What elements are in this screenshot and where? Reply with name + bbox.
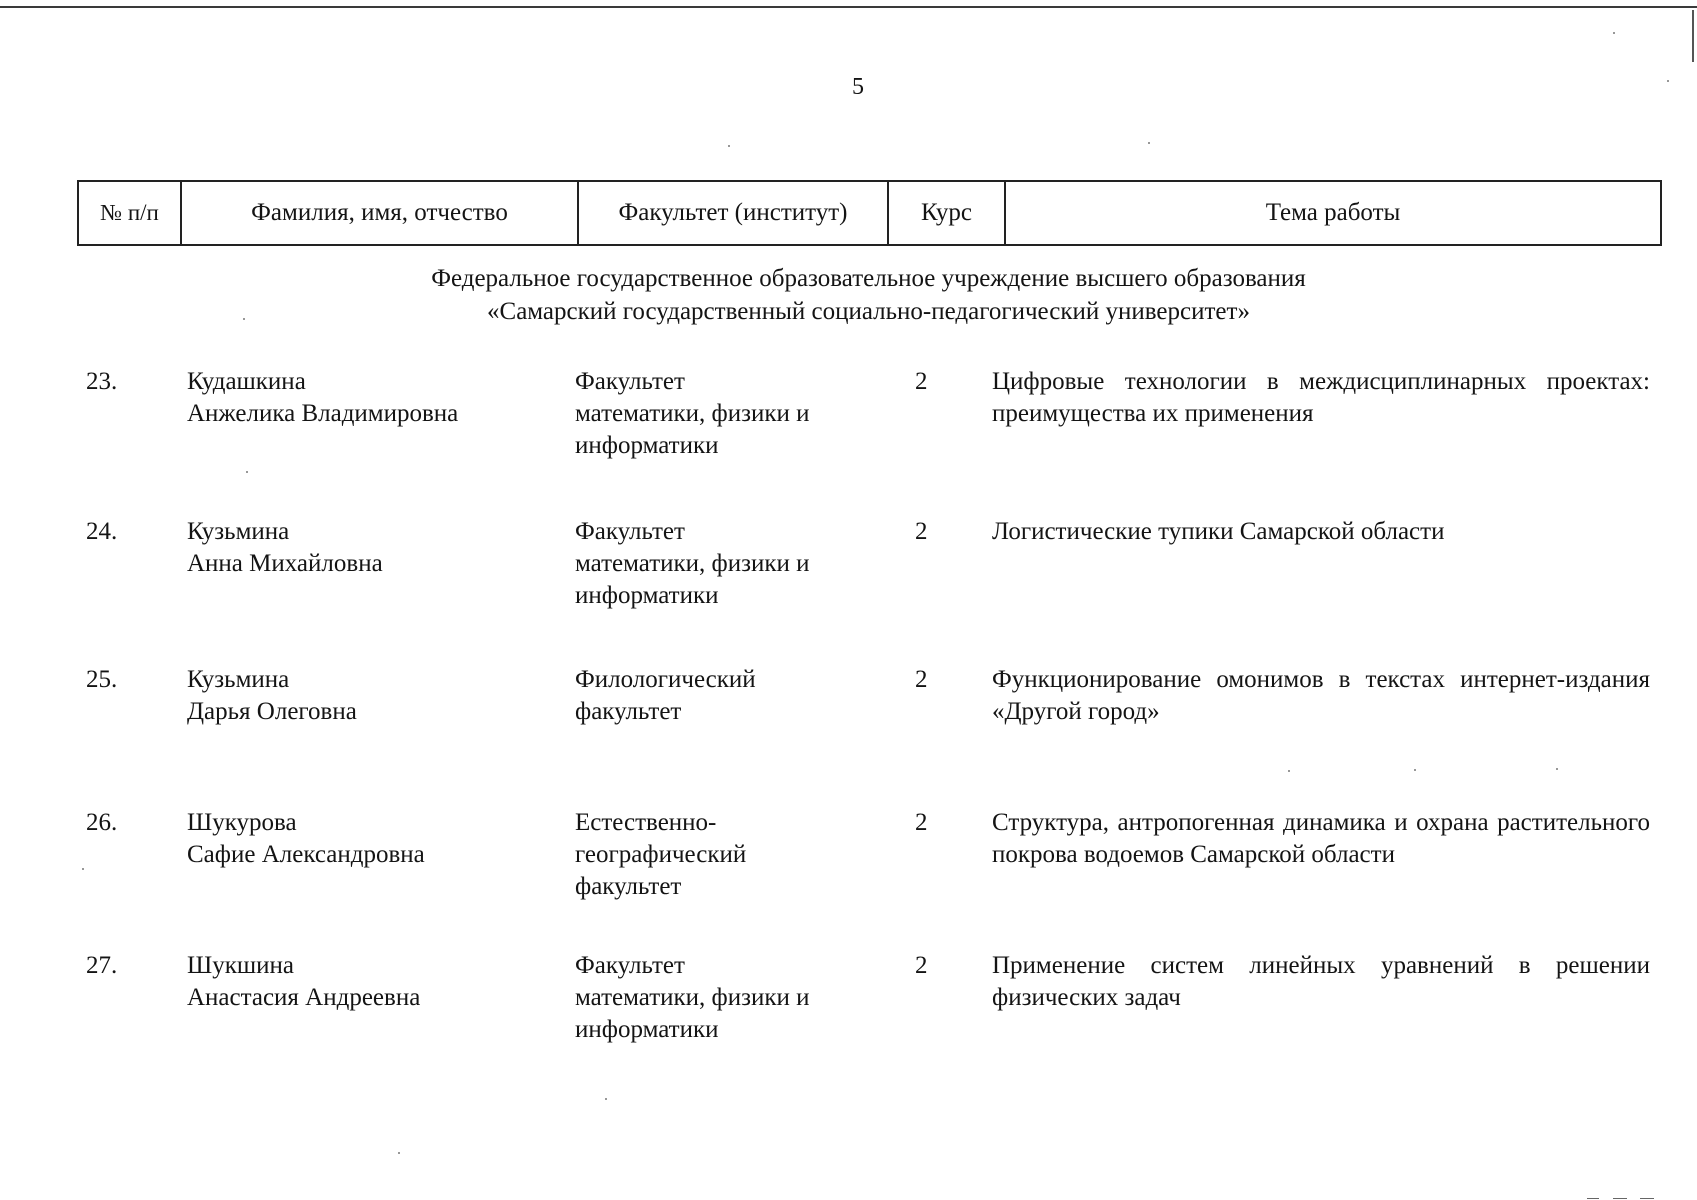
student-given-names: Анна Михайловна <box>187 550 383 577</box>
header-num: № п/п <box>78 181 181 245</box>
scan-speck <box>82 868 84 870</box>
student-given-names: Анжелика Владимировна <box>187 400 459 427</box>
student-surname: Шукшина <box>187 952 294 979</box>
right-edge-mark <box>1692 10 1694 62</box>
work-topic: Применение систем линейных уравнений в решении физических задач <box>992 952 1650 1011</box>
scan-speck <box>1288 770 1290 772</box>
faculty-line: математики, физики и <box>575 984 810 1011</box>
row-number: 27. <box>86 952 118 979</box>
faculty-line: Естественно- <box>575 809 717 836</box>
faculty-line: факультет <box>575 698 682 725</box>
faculty <box>575 807 875 903</box>
student-given-names: Дарья Олеговна <box>187 698 357 725</box>
faculty-line: Факультет <box>575 368 685 395</box>
student-surname: Шукурова <box>187 809 297 836</box>
student-name <box>187 950 527 1014</box>
faculty-line: математики, физики и <box>575 550 810 577</box>
student-given-names: Анастасия Андреевна <box>187 984 421 1011</box>
work-topic: Цифровые технологии в междисциплинарных проектах: преимущества их применения <box>992 368 1650 427</box>
scan-dash <box>1587 1198 1599 1199</box>
student-surname: Кузьмина <box>187 666 290 693</box>
organization-heading <box>0 262 1697 328</box>
header-name: Фамилия, имя, отчество <box>181 181 578 245</box>
work-topic: Логистические тупики Самарской области <box>992 518 1445 545</box>
top-border-line <box>0 6 1697 8</box>
student-surname: Кузьмина <box>187 518 290 545</box>
header-topic: Тема работы <box>1005 181 1661 245</box>
course: 2 <box>915 952 928 979</box>
row-number: 26. <box>86 809 118 836</box>
work-topic: Структура, антропогенная динамика и охрана растительного покрова водоемов Самарской области <box>992 809 1650 868</box>
scan-speck <box>243 318 245 320</box>
student-surname: Кудашкина <box>187 368 306 395</box>
scan-dash <box>1640 1198 1654 1199</box>
course: 2 <box>915 809 928 836</box>
faculty <box>575 516 875 612</box>
faculty-line: информатики <box>575 582 719 609</box>
student-given-names: Сафие Александровна <box>187 841 425 868</box>
course: 2 <box>915 666 928 693</box>
faculty-line: информатики <box>575 1016 719 1043</box>
student-name <box>187 366 527 430</box>
page-number: 5 <box>852 74 864 100</box>
scan-speck <box>1556 768 1558 770</box>
scan-dash <box>1613 1198 1627 1199</box>
faculty-line: Факультет <box>575 952 685 979</box>
scan-speck <box>728 145 730 147</box>
organization-line-1: Федеральное государственное образовательное учреждение высшего образования <box>431 265 1306 292</box>
scan-speck <box>605 1098 607 1100</box>
course: 2 <box>915 518 928 545</box>
scan-speck <box>246 471 248 473</box>
organization-line-2: «Самарский государственный социально-педагогический университет» <box>487 298 1250 325</box>
scan-speck <box>1667 80 1669 82</box>
faculty-line: факультет <box>575 873 682 900</box>
work-topic: Функционирование омонимов в текстах интернет-издания «Другой город» <box>992 666 1650 725</box>
scan-speck <box>1613 32 1615 34</box>
faculty <box>575 366 875 462</box>
faculty <box>575 950 875 1046</box>
header-faculty: Факультет (институт) <box>578 181 888 245</box>
scan-speck <box>1148 142 1150 144</box>
row-number: 23. <box>86 368 118 395</box>
row-number: 25. <box>86 666 118 693</box>
table-header <box>77 180 1662 246</box>
faculty <box>575 664 875 728</box>
student-name <box>187 664 527 728</box>
student-name <box>187 516 527 580</box>
faculty-line: Факультет <box>575 518 685 545</box>
faculty-line: Филологический <box>575 666 756 693</box>
student-name <box>187 807 527 871</box>
course: 2 <box>915 368 928 395</box>
scan-speck <box>1414 769 1416 771</box>
row-number: 24. <box>86 518 118 545</box>
scan-speck <box>398 1152 400 1154</box>
header-course: Курс <box>888 181 1005 245</box>
faculty-line: математики, физики и <box>575 400 810 427</box>
faculty-line: информатики <box>575 432 719 459</box>
faculty-line: географический <box>575 841 747 868</box>
